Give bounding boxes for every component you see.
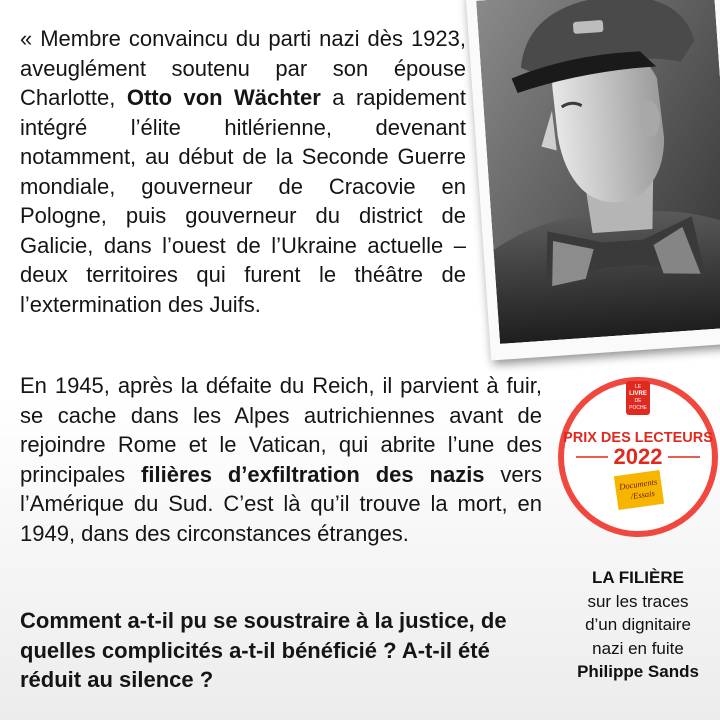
prize-label: PRIX DES LECTEURS xyxy=(563,430,713,446)
escape-text-end: vers l’Amérique du Sud. C’est là qu’il trouve la mort, en 1949, dans des circonstances étranges. xyxy=(20,461,542,546)
book-info xyxy=(556,566,720,684)
publisher-logo-line-4: POCHE xyxy=(629,405,647,411)
book-author: Philippe Sands xyxy=(577,662,699,681)
escape-text-start: En 1945, après la défaite du Reich, il parvient à fuir, se cache dans les Alpes autrichiennes avant de rejoindre Rome et le Vatican, qui abrite l’une des principales xyxy=(20,373,542,487)
person-name: Otto von Wächter xyxy=(126,85,321,110)
intro-text-end: a rapidement intégré l’élite hitlérienne, devenant notamment, au début de la Seconde Guerre mondiale, gouverneur de Cracovie en Pologne, puis gouverneur du district de Galicie, dans l’ouest de l’Ukraine actuelle – deux territoires qui furent le théâtre de l’extermination des Juifs. xyxy=(20,85,467,317)
prize-year: 2022 xyxy=(613,444,663,469)
book-subtitle-line-2: d’un dignitaire xyxy=(585,615,691,634)
publisher-logo-line-3: DE xyxy=(634,398,642,404)
book-subtitle-line-1: sur les traces xyxy=(587,591,689,611)
question-paragraph: Comment a-t-il pu se soustraire à la justice, de quelles complicités a-t-il bénéficié ? A-t-il été réduit au silence ? xyxy=(20,608,507,692)
intro-text-start: « Membre convaincu du parti nazi dès 1923, aveuglément soutenu par son épouse Charlotte, xyxy=(20,26,466,110)
book-subtitle-line-3: nazi en fuite xyxy=(592,638,684,658)
book-title: LA FILIÈRE xyxy=(592,568,684,587)
collection-tag-line-2: /Essais xyxy=(630,487,656,502)
publisher-logo-line-2: LIVRE xyxy=(629,391,647,397)
intro-paragraph xyxy=(20,24,466,319)
portrait-photo xyxy=(465,0,720,361)
portrait-image xyxy=(476,0,720,344)
readers-prize-badge xyxy=(556,375,720,539)
collection-tag-line-1: Documents xyxy=(618,476,658,492)
escape-paragraph xyxy=(20,371,542,548)
ratline-highlight: filières d’exfiltration des nazis xyxy=(141,461,485,487)
publisher-logo-line-1: LE xyxy=(634,384,642,390)
